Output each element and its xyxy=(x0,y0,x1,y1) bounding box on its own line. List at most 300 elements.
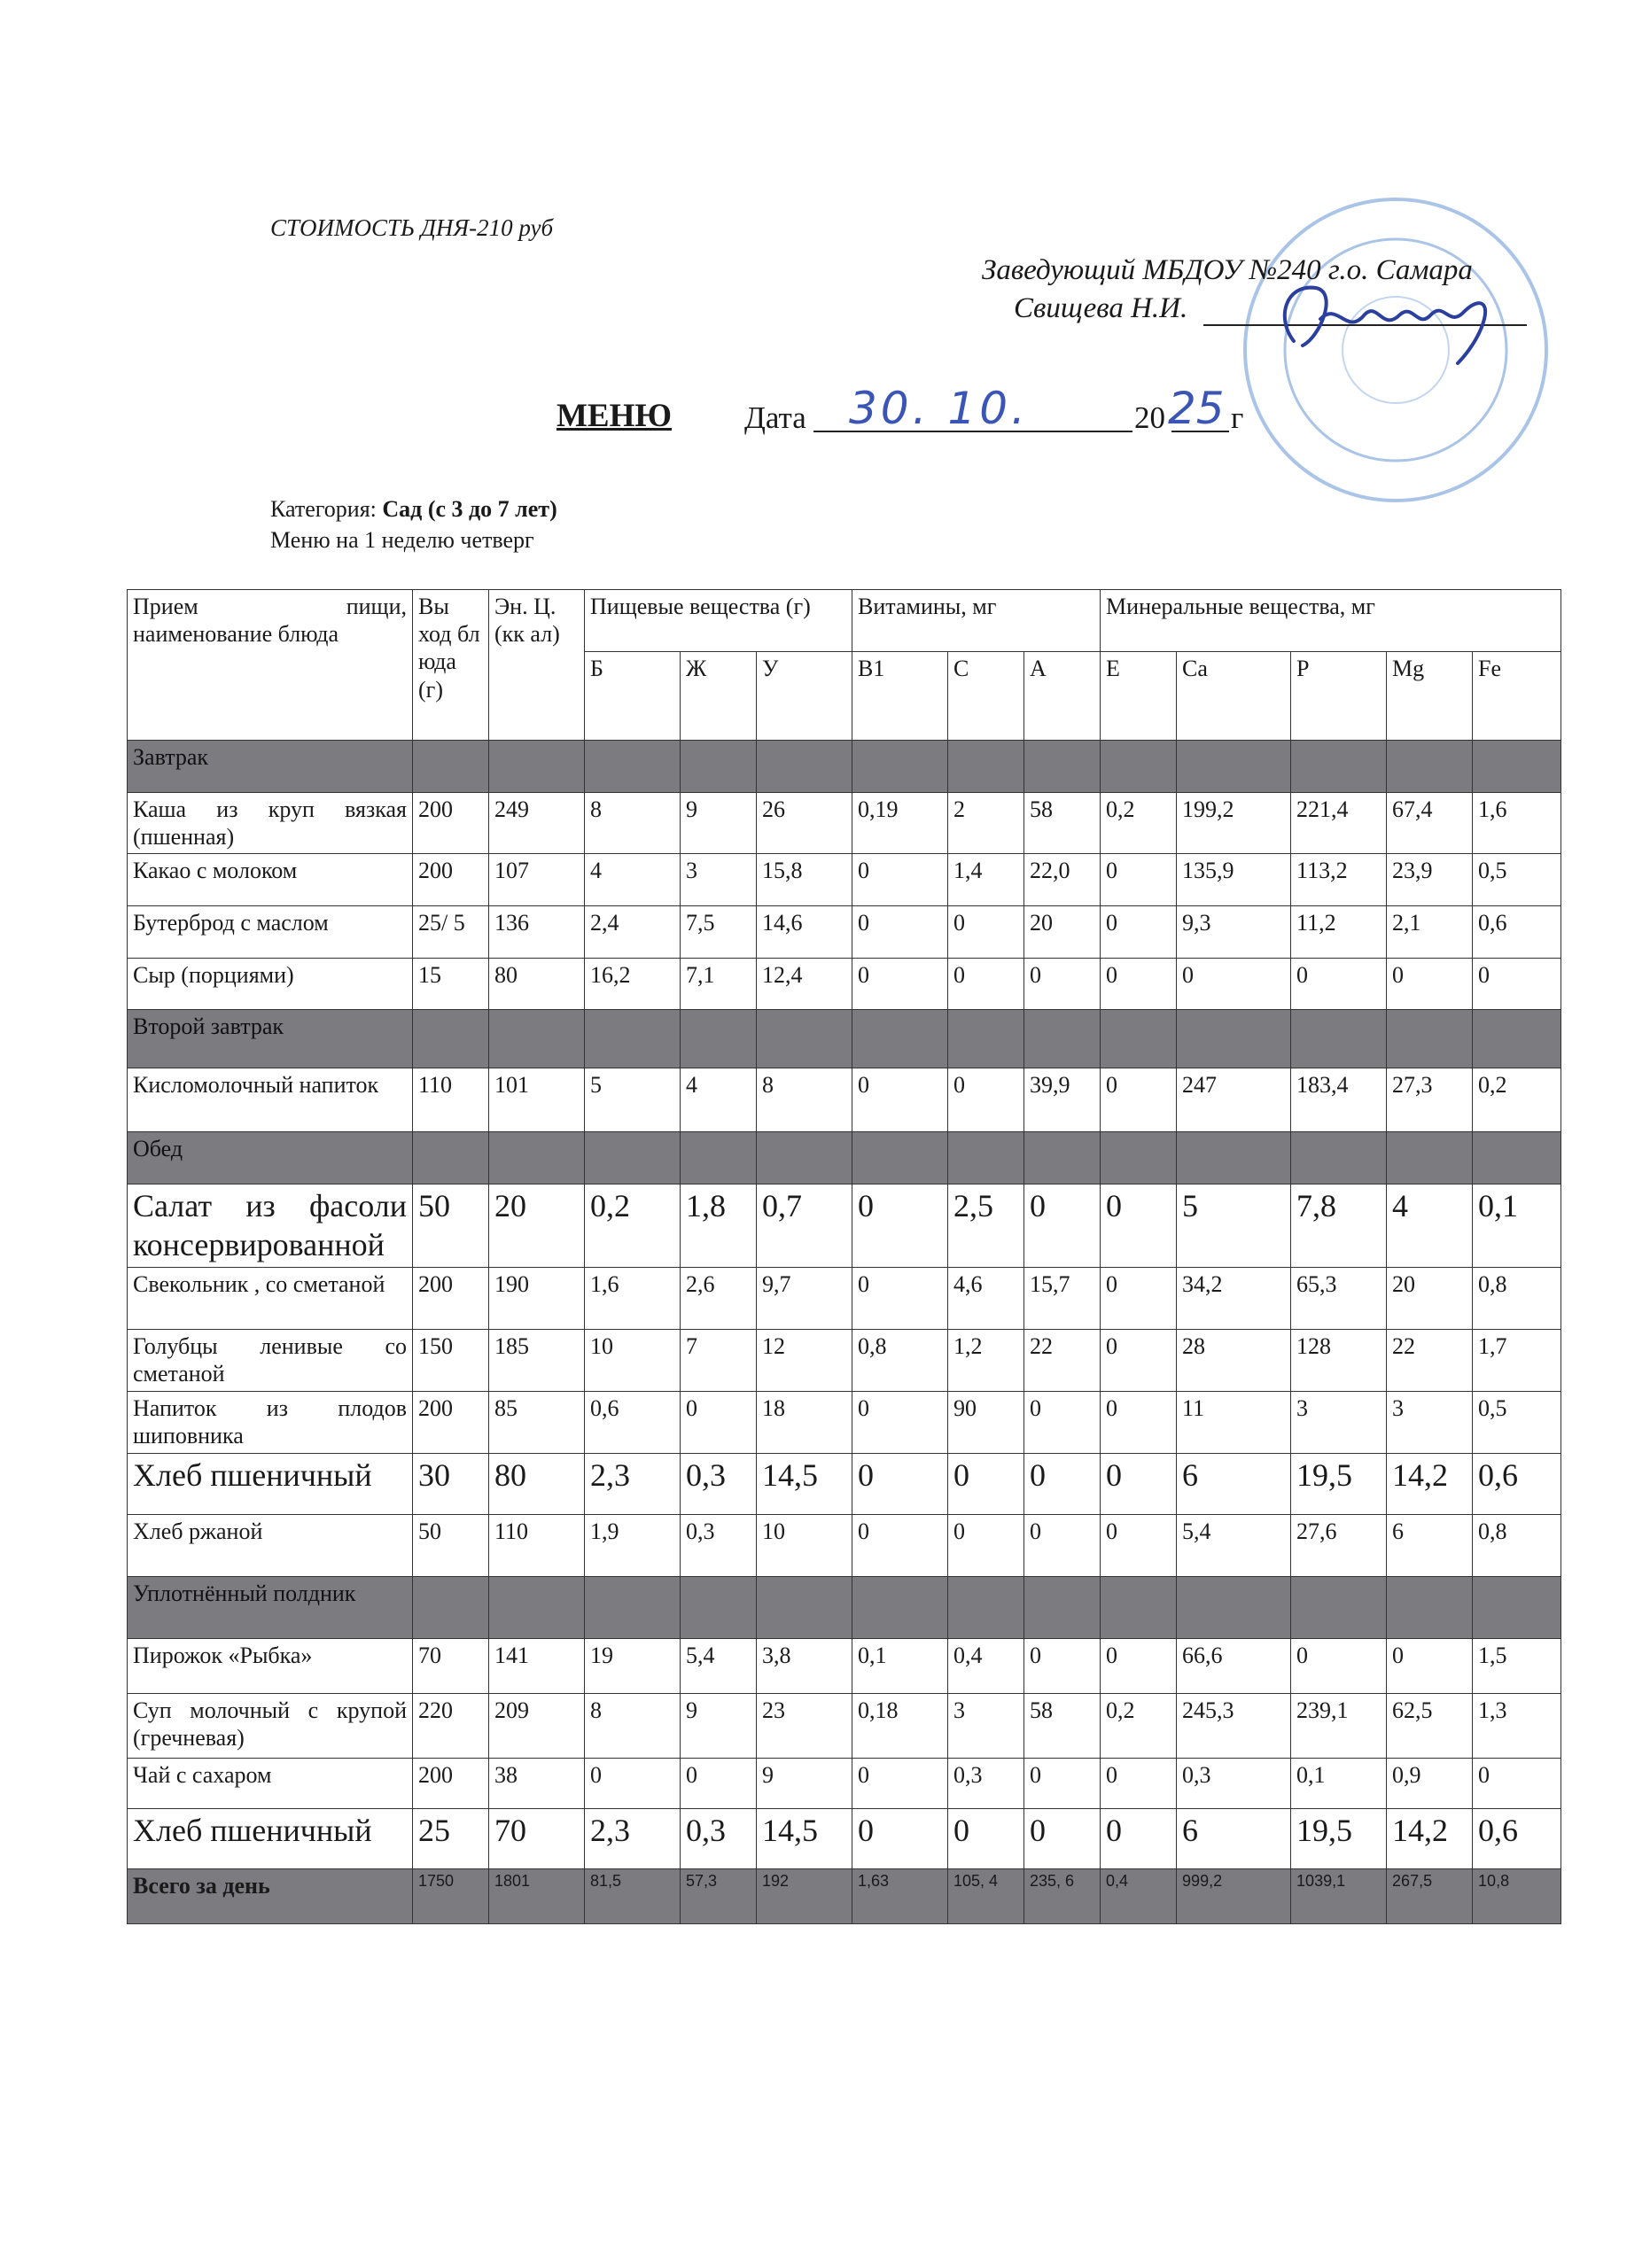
cell-fat: 0,3 xyxy=(681,1453,757,1514)
total-fe: 10,8 xyxy=(1473,1868,1561,1923)
section-empty-cell xyxy=(585,1576,681,1638)
section-empty-cell xyxy=(413,1576,489,1638)
dish-name: Бутерброд с маслом xyxy=(128,906,413,959)
section-empty-cell xyxy=(1387,1010,1473,1068)
cell-yield: 50 xyxy=(413,1184,489,1267)
cell-a: 0 xyxy=(1024,1391,1101,1453)
cell-mg: 23,9 xyxy=(1387,854,1473,906)
cell-c: 90 xyxy=(948,1391,1024,1453)
dish-name: Чай с сахаром xyxy=(128,1758,413,1808)
cell-fe: 0,2 xyxy=(1473,1068,1561,1132)
menu-table xyxy=(127,589,1561,1924)
total-mg: 267,5 xyxy=(1387,1868,1473,1923)
approval-line-2: Свищева Н.И. xyxy=(1014,292,1188,324)
section-empty-cell xyxy=(1387,1132,1473,1184)
cell-protein: 5 xyxy=(585,1068,681,1132)
dish-name: Суп молочный с крупой (гречневая) xyxy=(128,1693,413,1758)
cell-e: 0 xyxy=(1101,1391,1177,1453)
cell-p: 3 xyxy=(1291,1391,1387,1453)
cell-ca: 6 xyxy=(1177,1808,1291,1868)
date-label: Дата xyxy=(744,400,806,435)
cell-e: 0 xyxy=(1101,906,1177,959)
cell-fat: 7,5 xyxy=(681,906,757,959)
cell-yield: 200 xyxy=(413,1391,489,1453)
cell-yield: 200 xyxy=(413,793,489,854)
header-ca: Ca xyxy=(1177,652,1291,741)
section-empty-cell xyxy=(585,1132,681,1184)
cell-a: 0 xyxy=(1024,959,1101,1010)
total-label: Всего за день xyxy=(128,1868,413,1923)
cell-protein: 0,2 xyxy=(585,1184,681,1267)
cell-fat: 9 xyxy=(681,1693,757,1758)
cell-c: 1,2 xyxy=(948,1329,1024,1391)
cell-ca: 0,3 xyxy=(1177,1758,1291,1808)
dish-name: Какао с молоком xyxy=(128,854,413,906)
section-row xyxy=(128,1576,1561,1638)
cell-b1: 0 xyxy=(852,1453,948,1514)
header-yield: Вы ход бл юда (г) xyxy=(413,590,489,741)
cell-protein: 2,3 xyxy=(585,1453,681,1514)
cell-a: 22,0 xyxy=(1024,854,1101,906)
week-info: Меню на 1 неделю четверг xyxy=(270,527,534,553)
dish-name: Хлеб пшеничный xyxy=(128,1808,413,1868)
section-empty-cell xyxy=(1101,1010,1177,1068)
cell-b1: 0 xyxy=(852,1758,948,1808)
total-c: 105, 4 xyxy=(948,1868,1024,1923)
cell-yield: 110 xyxy=(413,1068,489,1132)
cell-mg: 14,2 xyxy=(1387,1453,1473,1514)
cell-yield: 200 xyxy=(413,1267,489,1329)
total-yield: 1750 xyxy=(413,1868,489,1923)
section-empty-cell xyxy=(413,1132,489,1184)
header-protein: Б xyxy=(585,652,681,741)
section-empty-cell xyxy=(948,1576,1024,1638)
cell-protein: 19 xyxy=(585,1638,681,1693)
section-empty-cell xyxy=(852,1132,948,1184)
cell-ca: 11 xyxy=(1177,1391,1291,1453)
cell-e: 0 xyxy=(1101,1808,1177,1868)
year-suffix: г xyxy=(1231,400,1244,435)
section-empty-cell xyxy=(1177,1576,1291,1638)
cell-a: 0 xyxy=(1024,1514,1101,1576)
section-empty-cell xyxy=(413,741,489,793)
cell-fe: 0,8 xyxy=(1473,1267,1561,1329)
section-empty-cell xyxy=(1024,1132,1101,1184)
cell-carbs: 8 xyxy=(757,1068,852,1132)
dish-name: Хлеб ржаной xyxy=(128,1514,413,1576)
section-title: Завтрак xyxy=(128,741,413,793)
section-empty-cell xyxy=(1473,741,1561,793)
section-empty-cell xyxy=(489,1576,585,1638)
section-title: Второй завтрак xyxy=(128,1010,413,1068)
cell-mg: 2,1 xyxy=(1387,906,1473,959)
cell-protein: 8 xyxy=(585,793,681,854)
cell-fat: 0,3 xyxy=(681,1808,757,1868)
cell-fat: 7,1 xyxy=(681,959,757,1010)
section-empty-cell xyxy=(757,1010,852,1068)
day-cost: СТОИМОСТЬ ДНЯ-210 руб xyxy=(270,214,554,241)
section-empty-cell xyxy=(681,1576,757,1638)
total-carbs: 192 xyxy=(757,1868,852,1923)
table-row xyxy=(128,1391,1561,1453)
cell-ca: 66,6 xyxy=(1177,1638,1291,1693)
table-row xyxy=(128,1638,1561,1693)
cell-ca: 34,2 xyxy=(1177,1267,1291,1329)
cell-fat: 9 xyxy=(681,793,757,854)
cell-fe: 0,6 xyxy=(1473,906,1561,959)
table-row xyxy=(128,1453,1561,1514)
cell-ca: 9,3 xyxy=(1177,906,1291,959)
cell-b1: 0 xyxy=(852,1068,948,1132)
section-empty-cell xyxy=(1177,1132,1291,1184)
cell-protein: 8 xyxy=(585,1693,681,1758)
cell-yield: 220 xyxy=(413,1693,489,1758)
section-empty-cell xyxy=(1473,1576,1561,1638)
cell-fat: 1,8 xyxy=(681,1184,757,1267)
section-empty-cell xyxy=(1101,1132,1177,1184)
cell-yield: 50 xyxy=(413,1514,489,1576)
section-empty-cell xyxy=(1024,1576,1101,1638)
header-minerals: Минеральные вещества, мг xyxy=(1101,590,1561,652)
year-handwritten: 25 xyxy=(1168,383,1225,434)
cell-fe: 1,5 xyxy=(1473,1638,1561,1693)
cell-fat: 7 xyxy=(681,1329,757,1391)
cell-fe: 1,7 xyxy=(1473,1329,1561,1391)
cell-protein: 2,4 xyxy=(585,906,681,959)
menu-title: МЕНЮ xyxy=(556,398,673,434)
cell-protein: 0 xyxy=(585,1758,681,1808)
cell-a: 0 xyxy=(1024,1808,1101,1868)
cell-yield: 25 xyxy=(413,1808,489,1868)
cell-fe: 0 xyxy=(1473,959,1561,1010)
section-empty-cell xyxy=(1024,1010,1101,1068)
cell-fat: 0,3 xyxy=(681,1514,757,1576)
section-empty-cell xyxy=(585,1010,681,1068)
header-nutrients: Пищевые вещества (г) xyxy=(585,590,852,652)
dish-name: Каша из круп вязкая (пшенная) xyxy=(128,793,413,854)
header-meal: Прием пищи, наименование блюда xyxy=(128,590,413,741)
cell-carbs: 3,8 xyxy=(757,1638,852,1693)
cell-energy: 101 xyxy=(489,1068,585,1132)
cell-fe: 0 xyxy=(1473,1758,1561,1808)
cell-carbs: 23 xyxy=(757,1693,852,1758)
header-fat: Ж xyxy=(681,652,757,741)
dish-name: Кисломолочный напиток xyxy=(128,1068,413,1132)
table-row xyxy=(128,1184,1561,1267)
section-empty-cell xyxy=(681,1010,757,1068)
cell-mg: 4 xyxy=(1387,1184,1473,1267)
section-empty-cell xyxy=(489,741,585,793)
cell-energy: 136 xyxy=(489,906,585,959)
cell-ca: 135,9 xyxy=(1177,854,1291,906)
cell-c: 0 xyxy=(948,906,1024,959)
section-row xyxy=(128,741,1561,793)
cell-c: 2,5 xyxy=(948,1184,1024,1267)
cell-ca: 5,4 xyxy=(1177,1514,1291,1576)
cell-c: 0,3 xyxy=(948,1758,1024,1808)
section-empty-cell xyxy=(585,741,681,793)
cell-p: 65,3 xyxy=(1291,1267,1387,1329)
cell-energy: 80 xyxy=(489,959,585,1010)
cell-b1: 0,1 xyxy=(852,1638,948,1693)
cell-a: 0 xyxy=(1024,1453,1101,1514)
dish-name: Пирожок «Рыбка» xyxy=(128,1638,413,1693)
header-c: C xyxy=(948,652,1024,741)
cell-fe: 0,1 xyxy=(1473,1184,1561,1267)
header-a: A xyxy=(1024,652,1101,741)
cell-e: 0 xyxy=(1101,959,1177,1010)
date-handwritten: 30. 10. xyxy=(849,383,1029,434)
cell-c: 4,6 xyxy=(948,1267,1024,1329)
cell-fat: 0 xyxy=(681,1758,757,1808)
cell-b1: 0 xyxy=(852,906,948,959)
cell-a: 0 xyxy=(1024,1758,1101,1808)
header-carbs: У xyxy=(757,652,852,741)
cell-e: 0,2 xyxy=(1101,793,1177,854)
header-fe: Fe xyxy=(1473,652,1561,741)
cell-p: 11,2 xyxy=(1291,906,1387,959)
category-value: Сад (с 3 до 7 лет) xyxy=(382,496,557,522)
section-empty-cell xyxy=(1291,1576,1387,1638)
menu-body xyxy=(128,590,1561,1924)
cell-p: 239,1 xyxy=(1291,1693,1387,1758)
dish-name: Напиток из плодов шиповника xyxy=(128,1391,413,1453)
total-protein: 81,5 xyxy=(585,1868,681,1923)
cell-ca: 199,2 xyxy=(1177,793,1291,854)
cell-p: 19,5 xyxy=(1291,1453,1387,1514)
signature-scribble xyxy=(1267,266,1498,372)
section-empty-cell xyxy=(948,741,1024,793)
table-row xyxy=(128,854,1561,906)
cell-energy: 80 xyxy=(489,1453,585,1514)
cell-c: 0 xyxy=(948,959,1024,1010)
cell-ca: 5 xyxy=(1177,1184,1291,1267)
cell-protein: 16,2 xyxy=(585,959,681,1010)
header-p: P xyxy=(1291,652,1387,741)
cell-mg: 0 xyxy=(1387,959,1473,1010)
cell-mg: 3 xyxy=(1387,1391,1473,1453)
cell-ca: 0 xyxy=(1177,959,1291,1010)
section-empty-cell xyxy=(757,741,852,793)
cell-b1: 0,8 xyxy=(852,1329,948,1391)
total-ca: 999,2 xyxy=(1177,1868,1291,1923)
table-row xyxy=(128,1068,1561,1132)
cell-energy: 70 xyxy=(489,1808,585,1868)
cell-p: 0 xyxy=(1291,1638,1387,1693)
cell-b1: 0 xyxy=(852,1808,948,1868)
cell-fe: 0,6 xyxy=(1473,1808,1561,1868)
cell-b1: 0 xyxy=(852,1514,948,1576)
cell-mg: 27,3 xyxy=(1387,1068,1473,1132)
table-row xyxy=(128,959,1561,1010)
table-row xyxy=(128,906,1561,959)
total-e: 0,4 xyxy=(1101,1868,1177,1923)
cell-ca: 247 xyxy=(1177,1068,1291,1132)
cell-fe: 0,5 xyxy=(1473,854,1561,906)
cell-protein: 1,9 xyxy=(585,1514,681,1576)
cell-e: 0 xyxy=(1101,1453,1177,1514)
cell-ca: 28 xyxy=(1177,1329,1291,1391)
total-energy: 1801 xyxy=(489,1868,585,1923)
dish-name: Сыр (порциями) xyxy=(128,959,413,1010)
header-mg: Mg xyxy=(1387,652,1473,741)
cell-energy: 110 xyxy=(489,1514,585,1576)
cell-mg: 14,2 xyxy=(1387,1808,1473,1868)
cell-mg: 0,9 xyxy=(1387,1758,1473,1808)
cell-mg: 62,5 xyxy=(1387,1693,1473,1758)
year-prefix: 20 xyxy=(1134,400,1165,435)
cell-fe: 1,3 xyxy=(1473,1693,1561,1758)
cell-e: 0 xyxy=(1101,854,1177,906)
cell-p: 19,5 xyxy=(1291,1808,1387,1868)
cell-e: 0 xyxy=(1101,1638,1177,1693)
cell-p: 0 xyxy=(1291,959,1387,1010)
header-energy: Эн. Ц.(кк ал) xyxy=(489,590,585,741)
section-row xyxy=(128,1010,1561,1068)
cell-yield: 150 xyxy=(413,1329,489,1391)
cell-fe: 0,8 xyxy=(1473,1514,1561,1576)
section-title: Обед xyxy=(128,1132,413,1184)
section-empty-cell xyxy=(681,1132,757,1184)
table-row xyxy=(128,1514,1561,1576)
cell-energy: 190 xyxy=(489,1267,585,1329)
cell-b1: 0 xyxy=(852,959,948,1010)
table-row xyxy=(128,1808,1561,1868)
cell-protein: 2,3 xyxy=(585,1808,681,1868)
section-empty-cell xyxy=(1024,741,1101,793)
cell-b1: 0 xyxy=(852,854,948,906)
section-empty-cell xyxy=(852,1576,948,1638)
dish-name: Салат из фасоли консервированной xyxy=(128,1184,413,1267)
cell-fat: 4 xyxy=(681,1068,757,1132)
cell-mg: 22 xyxy=(1387,1329,1473,1391)
cell-protein: 1,6 xyxy=(585,1267,681,1329)
cell-yield: 15 xyxy=(413,959,489,1010)
cell-carbs: 12 xyxy=(757,1329,852,1391)
table-row xyxy=(128,1758,1561,1808)
cell-b1: 0 xyxy=(852,1267,948,1329)
section-empty-cell xyxy=(757,1132,852,1184)
total-b1: 1,63 xyxy=(852,1868,948,1923)
section-empty-cell xyxy=(1101,1576,1177,1638)
section-empty-cell xyxy=(852,1010,948,1068)
section-empty-cell xyxy=(1177,1010,1291,1068)
cell-e: 0,2 xyxy=(1101,1693,1177,1758)
header-e: E xyxy=(1101,652,1177,741)
cell-protein: 10 xyxy=(585,1329,681,1391)
cell-energy: 20 xyxy=(489,1184,585,1267)
cell-yield: 30 xyxy=(413,1453,489,1514)
cell-e: 0 xyxy=(1101,1267,1177,1329)
header-b1: B1 xyxy=(852,652,948,741)
cell-a: 58 xyxy=(1024,793,1101,854)
cell-carbs: 0,7 xyxy=(757,1184,852,1267)
cell-fe: 0,6 xyxy=(1473,1453,1561,1514)
cell-a: 39,9 xyxy=(1024,1068,1101,1132)
cell-energy: 141 xyxy=(489,1638,585,1693)
section-title: Уплотнённый полдник xyxy=(128,1576,413,1638)
cell-p: 27,6 xyxy=(1291,1514,1387,1576)
total-fat: 57,3 xyxy=(681,1868,757,1923)
cell-a: 20 xyxy=(1024,906,1101,959)
table-row xyxy=(128,1693,1561,1758)
cell-p: 113,2 xyxy=(1291,854,1387,906)
header-row xyxy=(128,590,1561,652)
cell-energy: 85 xyxy=(489,1391,585,1453)
category xyxy=(270,496,557,523)
cell-ca: 6 xyxy=(1177,1453,1291,1514)
cell-fat: 2,6 xyxy=(681,1267,757,1329)
cell-c: 0 xyxy=(948,1453,1024,1514)
cell-mg: 67,4 xyxy=(1387,793,1473,854)
table-row xyxy=(128,1267,1561,1329)
cell-c: 0 xyxy=(948,1808,1024,1868)
cell-mg: 6 xyxy=(1387,1514,1473,1576)
section-empty-cell xyxy=(489,1132,585,1184)
cell-mg: 0 xyxy=(1387,1638,1473,1693)
approval-line-1: Заведующий МБДОУ №240 г.о. Самара xyxy=(982,254,1473,286)
cell-carbs: 14,6 xyxy=(757,906,852,959)
cell-a: 15,7 xyxy=(1024,1267,1101,1329)
header-vitamins: Витамины, мг xyxy=(852,590,1101,652)
cell-yield: 200 xyxy=(413,854,489,906)
cell-carbs: 18 xyxy=(757,1391,852,1453)
section-empty-cell xyxy=(852,741,948,793)
cell-carbs: 10 xyxy=(757,1514,852,1576)
cell-yield: 200 xyxy=(413,1758,489,1808)
section-empty-cell xyxy=(1291,741,1387,793)
section-empty-cell xyxy=(948,1010,1024,1068)
total-p: 1039,1 xyxy=(1291,1868,1387,1923)
cell-fat: 3 xyxy=(681,854,757,906)
cell-p: 128 xyxy=(1291,1329,1387,1391)
section-empty-cell xyxy=(1291,1010,1387,1068)
cell-carbs: 9 xyxy=(757,1758,852,1808)
cell-protein: 4 xyxy=(585,854,681,906)
cell-energy: 249 xyxy=(489,793,585,854)
cell-fe: 0,5 xyxy=(1473,1391,1561,1453)
cell-b1: 0 xyxy=(852,1184,948,1267)
section-empty-cell xyxy=(1177,741,1291,793)
section-empty-cell xyxy=(1473,1132,1561,1184)
cell-fe: 1,6 xyxy=(1473,793,1561,854)
section-empty-cell xyxy=(1387,741,1473,793)
section-empty-cell xyxy=(757,1576,852,1638)
cell-fat: 5,4 xyxy=(681,1638,757,1693)
cell-energy: 38 xyxy=(489,1758,585,1808)
cell-c: 2 xyxy=(948,793,1024,854)
section-empty-cell xyxy=(1101,741,1177,793)
cell-b1: 0,18 xyxy=(852,1693,948,1758)
cell-e: 0 xyxy=(1101,1758,1177,1808)
cell-b1: 0,19 xyxy=(852,793,948,854)
cell-e: 0 xyxy=(1101,1184,1177,1267)
section-empty-cell xyxy=(1387,1576,1473,1638)
cell-b1: 0 xyxy=(852,1391,948,1453)
cell-carbs: 14,5 xyxy=(757,1808,852,1868)
cell-p: 0,1 xyxy=(1291,1758,1387,1808)
cell-mg: 20 xyxy=(1387,1267,1473,1329)
cell-carbs: 14,5 xyxy=(757,1453,852,1514)
category-label: Категория: xyxy=(270,496,383,522)
cell-energy: 185 xyxy=(489,1329,585,1391)
cell-e: 0 xyxy=(1101,1329,1177,1391)
section-empty-cell xyxy=(681,741,757,793)
cell-fat: 0 xyxy=(681,1391,757,1453)
dish-name: Голубцы ленивые со сметаной xyxy=(128,1329,413,1391)
total-a: 235, 6 xyxy=(1024,1868,1101,1923)
cell-ca: 245,3 xyxy=(1177,1693,1291,1758)
